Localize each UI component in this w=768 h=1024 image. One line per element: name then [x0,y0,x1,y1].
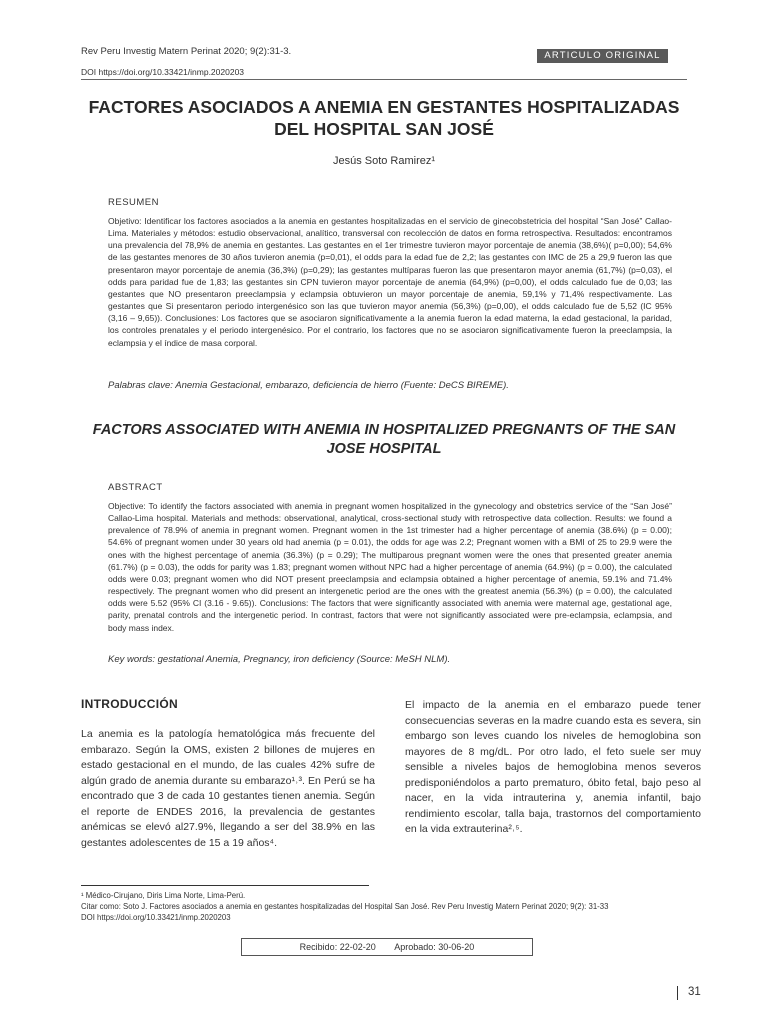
article-type-badge: ARTICULO ORIGINAL [537,49,668,63]
abstract-text: Objective: To identify the factors associated with anemia in pregnant women hospitalized in the gynecology and obstetrics service of the “San José” Callao-Lima hospital. Materials and methods: observational, analytical, cross-sectional study with retrospective data collection. Results: we found a prevalence of 78.9% of anemia in pregnant women. Pregnant women in the 1st trimester had a higher percentage of anemia (38.6%) (p = 0.00); 54.6% of pregnant women under 30 years old had anemia (p = 0.01), the odds for age was 2.2; Pregnant women with a BMI of 25 to 29.9 were the ones with the highest percentage of anemia (36.3%) (p = 0.29); The multiparous pregnant women were the ones that presented greater anemia (61.7%) (p = 0.03), the odds for parity was 1.83; pregnant women without NPC had a higher percentage of anemia (64.9%) (p = 0.00), the calculated odds were 0.03; pregnant women who did NOT present preeclampsia and eclampsia obtained a higher percentage of anemia, 59.1% and 71.4% respectively. The pregnant women who did present an intergenetic period are the ones with the greatest anemia (56.3%) (p = 0.00), the calculated odds were 5.52 (95% CI (3.16 - 9.65)). Conclusions: The factors that were significantly associated with anemia were maternal age, gestational age, parity, prenatal controls and the intergenetic period. In contrast, factors that were not significantly associated were pre-eclampsia, eclampsia, and body mass index. [108,501,672,633]
footnote-doi[interactable]: DOI https://doi.org/10.33421/inmp.2020203 [81,913,231,922]
article-title-en: FACTORS ASSOCIATED WITH ANEMIA IN HOSPITALIZED PREGNANTS OF THE SAN JOSE HOSPITAL [92,422,676,457]
resumen-label: RESUMEN [108,197,160,208]
resumen-text: Objetivo: Identificar los factores asociados a la anemia en gestantes hospitalizadas en el servicio de ginecobstetricia del hospital “San José” Callao-Lima. Materiales y métodos: estudio observacional, analítico, transversal con recolección de datos en forma retrospectiva. Resultados: encontramos una prevalencia del 78,9% de anemia en gestantes. Las gestantes en el 1er trimestre tuvieron mayor porcentaje de anemia (38,6%)( p=0,00); 54,6% de las gestantes menores de 30 años tuvieron anemia (p=0,01), el odds para la edad fue de 2,2; las gestantes con IMC de 25 a 29,9 fueron las que presentaron mayor porcentaje de anemia (36,3%) (p=0,29); las gestantes multíparas fueron las que presentaron mayor anemia (61,7%) (p=0,03), el odds para paridad fue de 1,83; las gestantes sin CPN tuvieron mayor porcentaje de anemia (64,9%) (p=0,00), el odds calculado fue de 0,03; las gestantes que NO presentaron preeclampsia y eclampsia obtuvieron un mayor porcentaje de anemia, 59,1% y 71,4% respectivamente. Las gestantes que Si presentaron periodo intergenésico son las que tuvieron mayor anemia (56,3%) (p=0,00), el odds calculado fue de 5,52 (IC 95% (3,16 – 9,65)). Conclusiones: Los factores que se asociaron significativamente a la anemia fueron la edad materna, la edad gestacional, la paridad, los controles prenatales y el periodo intergenésico. Por el contrario, los factores que no se asociaron significativamente fueron la preeclampsia, la eclampsia y el índice de masa corporal. [108,216,672,348]
header-divider [81,79,687,80]
key-words: Key words: gestational Anemia, Pregnancy, iron deficiency (Source: MeSH NLM). [108,654,451,665]
article-title-es: FACTORES ASOCIADOS A ANEMIA EN GESTANTES HOSPITALIZADAS DEL HOSPITAL SAN JOSÉ [88,97,680,139]
footnote-divider [81,885,369,886]
received-approved-box [241,938,533,956]
doi-link[interactable]: DOI https://doi.org/10.33421/inmp.2020203 [81,67,245,77]
section-heading-introduccion: INTRODUCCIÓN [81,697,178,711]
journal-citation: Rev Peru Investig Matern Perinat 2020; 9(2):31-3. [81,46,292,57]
footnote-citation: Citar como: Soto J. Factores asociados a anemia en gestantes hospitalizadas del Hospital San José. Rev Peru Investig Matern Perinat 2020; 9(2): 31-33 [81,902,609,911]
page-number-divider [677,986,678,1000]
author-name: Jesús Soto Ramirez¹ [332,155,436,167]
intro-paragraph-right: El impacto de la anemia en el embarazo puede tener consecuencias severas en la madre cuando esta es severa, sin embargo son leves cuando los niveles de hemoglobina son mayores de 8 mg/dL. Por otro lado, el feto suele ser muy sensible a niveles bajos de hemoglobina menos severos predisponiéndolos a parto prematuro, óbito fetal, bajo peso al nacer, en la vida intrauterina y, anemia infantil, bajo rendimiento escolar, talla baja, trastornos del comportamiento en la vida extrauterina²˒⁵. [405,699,701,835]
received-date: Recibido: 22-02-20 [299,942,376,952]
abstract-label: ABSTRACT [108,482,163,493]
palabras-clave: Palabras clave: Anemia Gestacional, embarazo, deficiencia de hierro (Fuente: DeCS BIREME). [108,380,509,391]
footnote-affiliation: ¹ Médico-Cirujano, Diris Lima Norte, Lima-Perú. [81,891,246,900]
page-number: 31 [688,986,701,998]
approved-date: Aprobado: 30-06-20 [394,942,475,952]
intro-paragraph-left: La anemia es la patología hematológica más frecuente del embarazo. Según la OMS, existen 2 billones de mujeres en estado gestacional en el mundo, de las cuales 42% sufre de algún grado de anemia durante su embarazo¹˒³. En Perú se ha encontrado que 3 de cada 10 gestantes tienen anemia. Según el reporte de ENDES 2016, la prevalencia de gestantes anémicas se elevó al27.9%, llegando a ser del 38.9% en las gestantes adolescentes de 15 a 19 años⁴. [81,728,375,849]
